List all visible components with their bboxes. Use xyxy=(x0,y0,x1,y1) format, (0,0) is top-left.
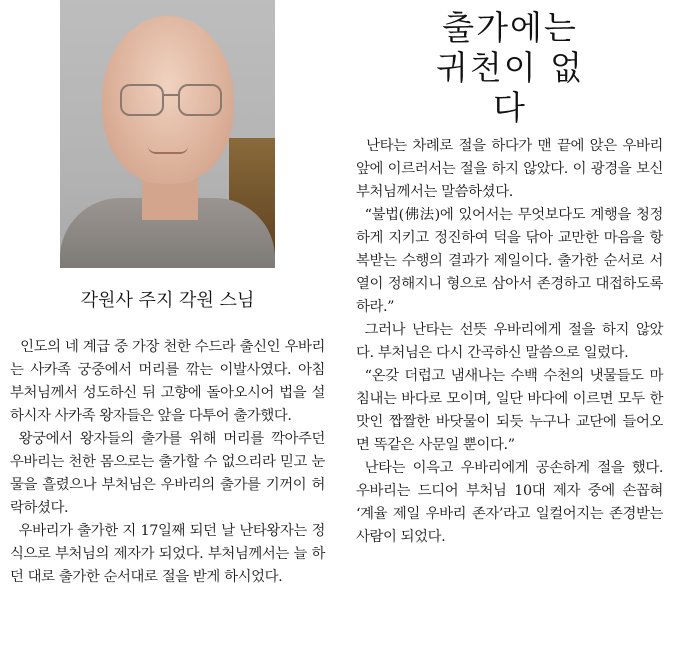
paragraph: 그러나 난타는 선뜻 우바리에게 절을 하지 않았다. 부처님은 다시 간곡하신 말씀으로 일렀다. xyxy=(356,322,663,361)
article-title xyxy=(420,8,600,128)
paragraph: 난타는 이윽고 우바리에게 공손하게 절을 했다. 우바리는 드디어 부처님 10대 제자 중에 손꼽혀 ‘계율 제일 우바리 존자’라고 일컬어지는 존경받는 사람이 되었다. xyxy=(356,460,663,545)
monk-portrait-photo xyxy=(60,0,275,268)
paragraph: 인도의 네 계급 중 가장 천한 수드라 출신인 우바리는 사카족 궁중에서 머리를 깎는 이발사였다. 아침 부처님께서 성도하신 뒤 고향에 돌아오시어 법을 설하시자 사카족 왕자들은 앞을 다투어 출가했다. xyxy=(10,339,325,424)
glasses-right-lens xyxy=(178,84,222,116)
mouth xyxy=(148,146,188,154)
photo-caption: 각원사 주지 각원 스님 xyxy=(80,290,255,311)
title-line-1: 출가에는 xyxy=(442,8,578,47)
paragraph: 우바리가 출가한 지 17일째 되던 날 난타왕자는 정식으로 부처님의 제자가 되었다. 부처님께서는 늘 하던 대로 출가한 순서대로 절을 받게 하시었다. xyxy=(10,523,325,585)
paragraph: 난타는 차례로 절을 하다가 맨 끝에 앉은 우바리 앞에 이르러서는 절을 하지 않았다. 이 광경을 보신 부처님께서는 말씀하셨다. xyxy=(356,138,663,200)
paragraph: “불법(佛法)에 있어서는 무엇보다도 계행을 청정하게 지키고 정진하여 덕을 닦아 교만한 마음을 항복받는 수행의 결과가 제일이다. 출가한 순서로 서열이 정해지니 형으로 삼아서 존경하고 대접하도록 하라.” xyxy=(356,207,663,315)
right-column xyxy=(356,135,663,549)
glasses-bridge xyxy=(162,94,178,96)
left-column xyxy=(10,336,325,589)
paragraph: “온갖 더럽고 냄새나는 수백 수천의 냇물들도 마침내는 바다로 모이며, 일단 바다에 이르면 모두 한 맛인 짭짤한 바닷물이 되듯 누구나 교단에 들어오면 똑같은 사문일 뿐이다.” xyxy=(356,368,663,453)
paragraph: 왕궁에서 왕자들의 출가를 위해 머리를 깍아주던 우바리는 천한 몸으로는 출가할 수 없으리라 믿고 눈물을 흘렸으나 부처님은 우바리의 출가를 기꺼이 허락하셨다. xyxy=(10,431,325,516)
title-line-2: 귀천이 없다 xyxy=(435,48,584,127)
glasses-left-lens xyxy=(120,84,164,116)
